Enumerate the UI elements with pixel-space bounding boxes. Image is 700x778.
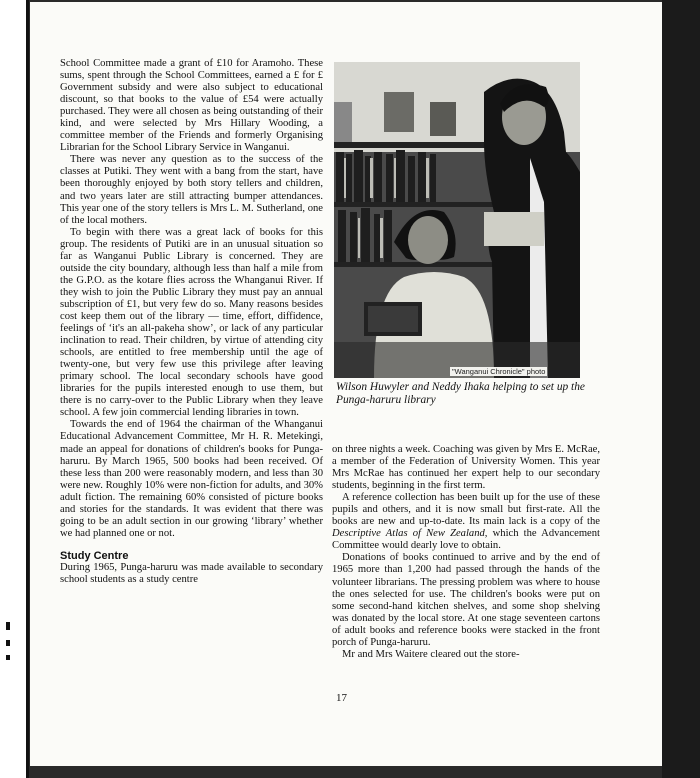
right-column <box>332 444 600 661</box>
scan-right-edge <box>662 0 700 778</box>
paragraph: Donations of books continued to arrive and by the end of 1965 more than 1,200 had passed through the hands of the volunteer librarians. The pressing problem was where to house the ones selected for use. The children's books were put on some second-hand kitchen shelves, and some shop shelving was donated by the local store. At one stage seventeen cartons of adult books and reference books were stacked in the front porch of Punga-haruru. <box>332 552 600 648</box>
photo-illustration <box>334 62 580 378</box>
paragraph: During 1965, Punga-haruru was made available to secondary school students as a study centre <box>60 561 323 585</box>
photo-credit: "Wanganui Chronicle" photo <box>452 367 546 376</box>
paragraph: To begin with there was a great lack of books for this group. The residents of Putiki are in an unusual situation so far as Wanganui Public Library is concerned. They are outside the city boundary, although less than half a mile from the G.P.O. as the kotare flies across the Whanganui River. If they wish to join the Public Library they must pay an annual subscription of £1, but very few do so. Many reasons besides cost keep them out of the library — time, effort, diffidence, feelings of ‘it's an all-pakeha show’, or lack of any particular inclination to read. Their children, by virtue of attending city schools, are entitled to free membership until the age of twenty-one, but very few use this privilege after leaving primary school. The local secondary schools have good libraries for the pupils interested enough to use them, but there is no carry-over to the Public Library when they leave school. A few join commercial lending libraries in town. <box>60 226 323 419</box>
paragraph: Mr and Mrs Waitere cleared out the store- <box>342 648 520 660</box>
left-column <box>60 58 323 586</box>
paragraph-reference <box>332 492 600 552</box>
page-number: 17 <box>336 692 347 704</box>
paragraph: Towards the end of 1964 the chairman of the Whanganui Educational Advancement Committee, Mr H. R. Metekingi, made an appeal for donations of children's books for Punga-haruru. By March 1965, 500 books had been received. Of these less than 200 were reasonably modern, and less than 30 were new. Roughly 10% were non-fiction for adults, and 30% adult fiction. The remaining 60% consisted of picture books and stories for the standards. It was evident that there was going to be an adult section in our growing ‘library’ whether we had planned one or not. <box>60 419 323 539</box>
photo-caption: Wilson Huwyler and Neddy Ihaka helping to set up the Punga-haruru library <box>336 381 585 406</box>
book-title: Descriptive Atlas of New Zealand, <box>332 528 488 540</box>
scan-mark <box>6 622 10 630</box>
paragraph: School Committee made a grant of £10 for Aramoho. These sums, spent through the School Committees, earned a £ for £ Government subsidy and were also subject to educational discount, so that books to the value of £54 were actually purchased. They were all chosen as being outstanding of their kind, and were selected by Mrs Hillary Wooding, a committee member of the Friends and formerly Organising Librarian for the School Library Service in Wanganui. <box>60 58 323 154</box>
scan-mark <box>6 640 10 646</box>
paragraph: There was never any question as to the success of the classes at Putiki. They went with a bang from the start, have been thoroughly enjoyed by both story tellers and children, and two years later are still attracting bumper attendances. This year one of the story tellers is Mrs L. M. Sutherland, one of the local mothers. <box>60 154 323 226</box>
paragraph: on three nights a week. Coaching was given by Mrs E. McRae, a member of the Federation of University Women. This year Mrs McRae has continued her expert help to our secondary students, beginning in the first term. <box>332 444 600 492</box>
scan-mark <box>6 655 10 660</box>
paragraph-text: which the Advancement Committee would dearly love to obtain. <box>332 528 600 552</box>
paragraph-text: A reference collection has been built up for the use of these pupils and others, and it is now small but first-rate. All the books are new and up-to-date. Its main lack is a copy of the <box>332 492 600 528</box>
scan-left-page-edge <box>0 0 29 778</box>
library-photo <box>334 62 580 378</box>
section-heading: Study Centre <box>60 549 129 562</box>
